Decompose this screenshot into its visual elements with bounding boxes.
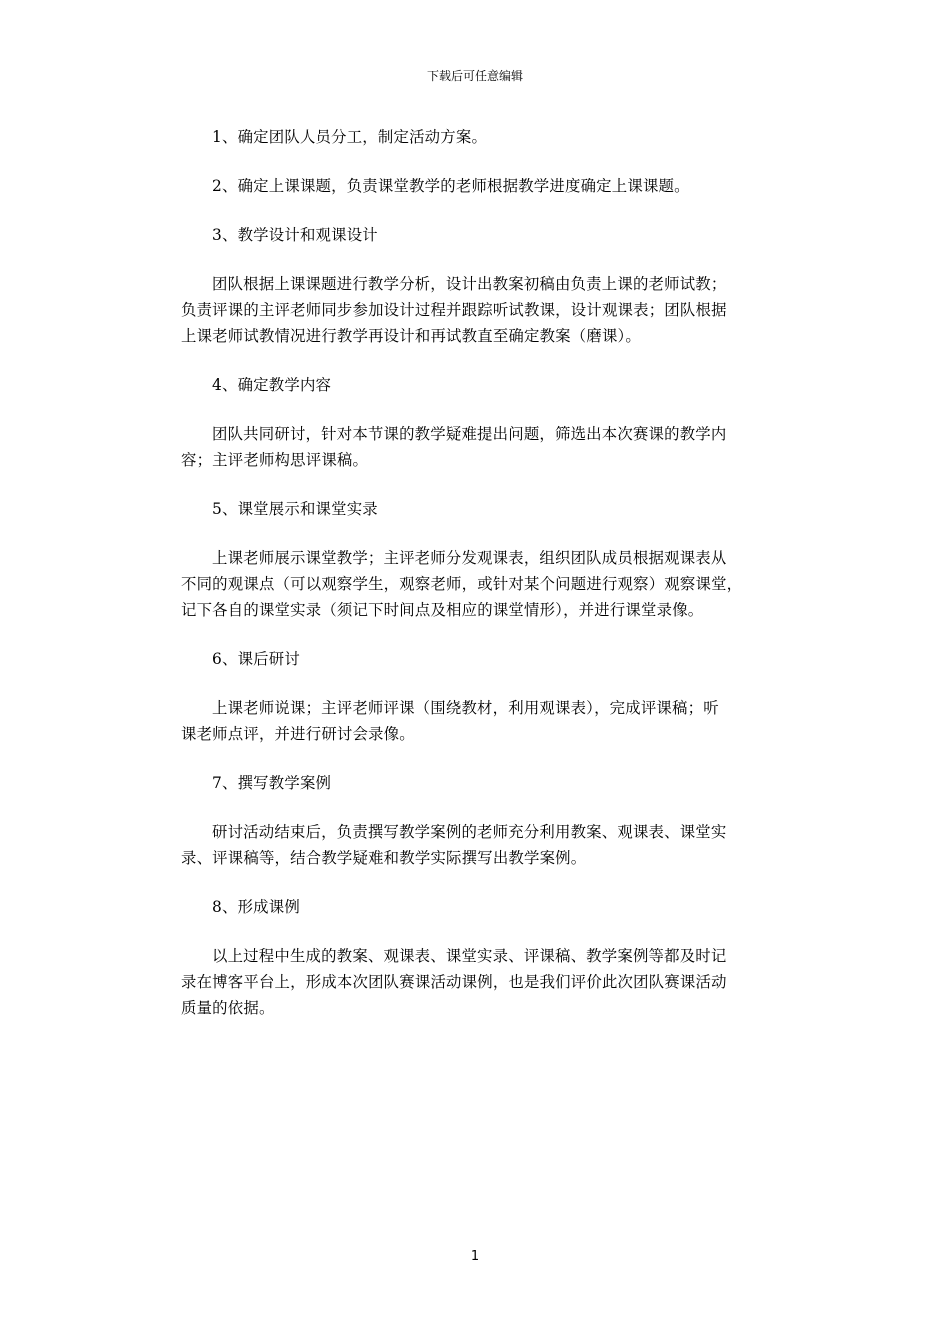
- text-line: 上课老师试教情况进行教学再设计和再试教直至确定教案（磨课）。: [181, 327, 642, 345]
- paragraph: [181, 894, 781, 920]
- page-number: 1: [470, 1249, 480, 1264]
- paragraph: [181, 372, 781, 398]
- text-line: 课老师点评，并进行研讨会录像。: [181, 725, 415, 743]
- paragraph: [181, 770, 781, 796]
- text-line: 8、形成课例: [212, 898, 300, 916]
- paragraph: [181, 943, 781, 1021]
- document-body: [181, 124, 781, 1044]
- text-line: 以上过程中生成的教案、观课表、课堂实录、评课稿、教学案例等都及时记: [212, 947, 727, 965]
- text-line: 不同的观课点（可以观察学生，观察老师，或针对某个问题进行观察）观察课堂，: [181, 575, 743, 593]
- paragraph: [181, 646, 781, 672]
- text-line: 上课老师展示课堂教学；主评老师分发观课表，组织团队成员根据观课表从: [212, 549, 727, 567]
- text-line: 容；主评老师构思评课稿。: [181, 451, 369, 469]
- paragraph: [181, 819, 781, 871]
- paragraph: [181, 496, 781, 522]
- paragraph: [181, 173, 781, 199]
- text-line: 记下各自的课堂实录（须记下时间点及相应的课堂情形），并进行课堂录像。: [181, 601, 704, 619]
- text-line: 团队共同研讨，针对本节课的教学疑难提出问题，筛选出本次赛课的教学内: [212, 425, 727, 443]
- paragraph: [181, 222, 781, 248]
- text-line: 1、确定团队人员分工，制定活动方案。: [212, 128, 488, 146]
- text-line: 团队根据上课课题进行教学分析，设计出教案初稿由负责上课的老师试教；: [212, 275, 727, 293]
- paragraph: [181, 271, 781, 349]
- text-line: 录、评课稿等，结合教学疑难和教学实际撰写出教学案例。: [181, 849, 587, 867]
- text-line: 负责评课的主评老师同步参加设计过程并跟踪听试教课，设计观课表；团队根据: [181, 301, 727, 319]
- text-line: 6、课后研讨: [212, 650, 300, 668]
- text-line: 研讨活动结束后，负责撰写教学案例的老师充分利用教案、观课表、课堂实: [212, 823, 727, 841]
- text-line: 2、确定上课课题，负责课堂教学的老师根据教学进度确定上课课题。: [212, 177, 690, 195]
- text-line: 7、撰写教学案例: [212, 774, 332, 792]
- text-line: 3、教学设计和观课设计: [212, 226, 378, 244]
- text-line: 5、课堂展示和课堂实录: [212, 500, 378, 518]
- paragraph: [181, 545, 781, 623]
- paragraph: [181, 124, 781, 150]
- page-header: 下载后可任意编辑: [426, 69, 523, 83]
- text-line: 4、确定教学内容: [212, 376, 332, 394]
- text-line: 上课老师说课；主评老师评课（围绕教材，利用观课表），完成评课稿；听: [212, 699, 719, 717]
- text-line: 录在博客平台上，形成本次团队赛课活动课例，也是我们评价此次团队赛课活动: [181, 973, 727, 991]
- text-line: 质量的依据。: [181, 999, 275, 1017]
- paragraph: [181, 421, 781, 473]
- paragraph: [181, 695, 781, 747]
